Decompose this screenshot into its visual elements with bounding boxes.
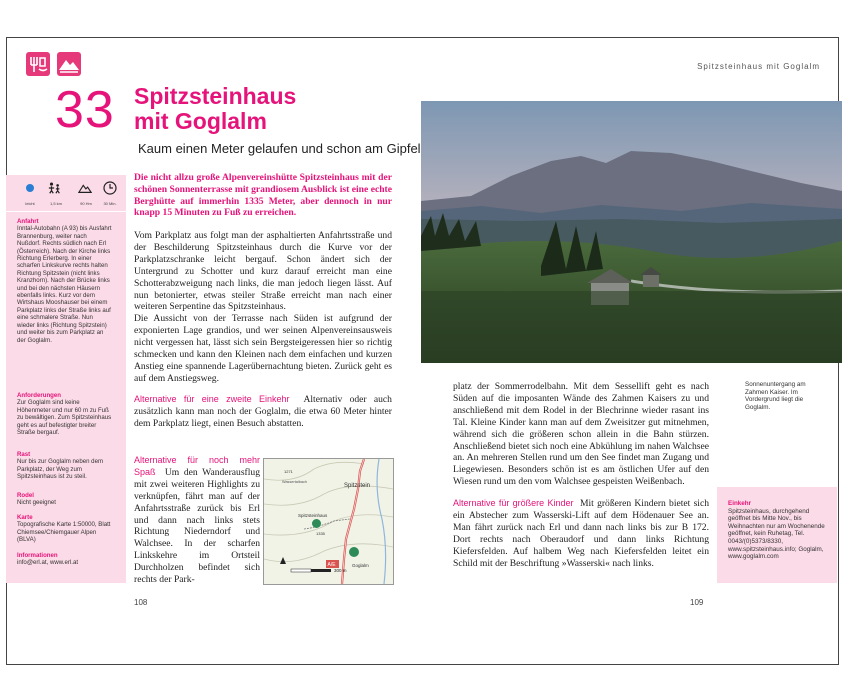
- body-column-left: [134, 230, 392, 430]
- alternative-paragraph: [134, 394, 392, 430]
- info-box-einkehr: [717, 487, 837, 583]
- sidebar-text: Nur bis zur Goglalm neben dem Parkplatz, der Weg zum Spitzsteinhaus ist zu steil.: [17, 458, 104, 481]
- sidebar-section-informationen: [17, 552, 112, 567]
- sidebar-heading: Anfahrt: [17, 218, 39, 225]
- map-label-goglalm: Goglalm: [352, 563, 369, 568]
- elevation-icon: [78, 181, 92, 195]
- landscape-photo: [421, 101, 842, 363]
- alternative-paragraph: [453, 498, 709, 569]
- sidebar-section-karte: [17, 514, 112, 544]
- sidebar-text: Nicht geeignet: [17, 499, 56, 507]
- info-heading: Einkehr: [728, 500, 752, 507]
- info-box-content: [728, 500, 832, 561]
- photo-caption: Sonnenuntergang am Zahmen Kaiser. Im Vordergrund liegt die Goglalm.: [745, 381, 806, 411]
- north-arrow-icon: [280, 557, 286, 564]
- sidebar-section-rast: [17, 451, 112, 481]
- title-line-2: mit Goglalm: [134, 108, 267, 134]
- sidebar-text: Zur Goglalm sind keine Höhenmeter und nur 60 m zu Fuß zu bewältigen. Zum Spitzsteinhaus geht es auf befestigter breiter Straße bergauf.: [17, 399, 112, 437]
- stat-difficulty: leicht: [25, 201, 35, 206]
- food-icon: [26, 52, 50, 76]
- body-column-right: [453, 381, 709, 570]
- sidebar: [6, 175, 126, 583]
- sidebar-text: Topografische Karte 1:50000, Blatt Chiemsee/Chiemgauer Alpen (BLVA): [17, 521, 111, 544]
- alternative-label: Alternative für eine zweite Einkehr: [134, 393, 290, 404]
- stat-duration: 30 Min.: [103, 201, 117, 206]
- subtitle: Kaum einen Meter gelaufen und schon am Gipfel: [138, 141, 421, 156]
- map-scale-label: 300 m: [334, 568, 347, 573]
- page-title: [134, 84, 384, 134]
- alternative-text: Alternativ oder auch zusätzlich kann man noch der Goglalm, die etwa 60 Meter hinter dem Parkplatz liegt, einen Besuch abstatten.: [134, 393, 392, 429]
- alternative-label: Alternative für größere Kinder: [453, 498, 574, 509]
- body-column-left-lower: [134, 455, 260, 586]
- alternative-label: Alternative für noch mehr Spaß: [134, 455, 260, 477]
- sidebar-heading: Anforderungen: [17, 392, 62, 399]
- route-map: [263, 458, 394, 585]
- map-label-spitzstein: Spitzstein: [344, 483, 371, 489]
- sidebar-section-anfahrt: [17, 218, 112, 344]
- page-number-left: 108: [134, 598, 148, 607]
- map-label-elevation-2: 1271: [284, 469, 293, 474]
- sidebar-heading: Rodel: [17, 492, 34, 499]
- difficulty-dot-icon: [23, 181, 37, 195]
- alternative-paragraph: [134, 455, 260, 586]
- body-paragraph: Die Aussicht von der Terrasse nach Süden ist aufgrund der exponierten Lage grandios, und wer seinen Alpenvereinsausweis nicht vergessen hat, lässt sich sein Bergsteigeressen hier so richtig schmecken und kann den Kleinen nach dem einfachen und kurzen Anstieg eine spannende Lagerübernachtung bieten. Zurück geht es auf dem Anstiegsweg.: [134, 313, 392, 384]
- page-number-right: 109: [690, 598, 704, 607]
- alternative-text: Um den Wanderausflug mit zwei weiteren Highlights zu verknüpfen, fährt man auf der Anfahrtsstraße zurück bis Erl und dann nach links stets Richtung Niederndorf und Walchsee. In der scharfen Linkskehre im Ortsteil Durchholzen befindet sich rechts der Park-: [134, 466, 261, 586]
- body-paragraph: Vom Parkplatz aus folgt man der asphaltierten Anfahrtsstraße und der Beschilderung Spitzsteinhaus durch die Kurve vor der Parkplatzschranke leicht bergauf. Schon ändert sich der Untergrund zu Schotter und kurz darauf erreicht man eine Schotterabzweigung nach links, die man jedoch liegen lässt. Auf nun betonierter, etwas steiler Straße erreicht man nach einer weiteren Serpentine das Spitzsteinhaus.: [134, 230, 392, 313]
- sidebar-section-anforderungen: [17, 392, 112, 436]
- title-line-1: Spitzsteinhaus: [134, 83, 297, 109]
- stats-row: [6, 175, 126, 209]
- sidebar-heading: Informationen: [17, 552, 58, 559]
- stat-distance: 1,5 km: [49, 201, 62, 206]
- family-icon: [48, 181, 62, 195]
- sidebar-text: info@erl.at, www.erl.at: [17, 559, 79, 567]
- map-label-wassertal: Wassertalbach: [282, 480, 307, 484]
- map-label-start: A/E: [327, 562, 336, 568]
- sidebar-section-rodel: [17, 492, 112, 507]
- sidebar-heading: Karte: [17, 514, 33, 521]
- sidebar-text: Inntal-Autobahn (A 93) bis Ausfahrt Brannenburg, weiter nach Nußdorf. Rechts südlich nach Erl (Österreich). Nach der Kirche links Richtung Erlerberg. In einer scharfen Linkskurve rechts halten Richtung Spitzstein (nicht links Kranzhorn). Nach der Brücke links und bei den nächsten Häusern ebenfalls links. Kurz vor dem Wirtshaus Mooshauser bei einem Parkplatz links der Straße links auf eine schmalere Straße. Nun wieder links (Richtung Spitzstein) und weiter bis zum Parkplatz an der Goglalm.: [17, 225, 112, 344]
- info-text: Spitzsteinhaus, durchgehend geöffnet bis Mitte Nov., bis Weihnachten nur am Wochenende geöffnet, kein Ruhetag, Tel. 0043/(0)5373/8330, www.spitzsteinhaus.info; Goglalm, www.goglalm.com: [728, 507, 825, 561]
- sidebar-heading: Rast: [17, 451, 31, 458]
- map-label-elevation: 1335: [316, 531, 325, 536]
- tour-number: 33: [55, 81, 115, 139]
- map-label-spitzsteinhaus: Spitzsteinhaus: [298, 513, 328, 518]
- running-head: Spitzsteinhaus mit Goglalm: [697, 62, 820, 71]
- mountain-icon: [57, 52, 81, 76]
- intro-paragraph: Die nicht allzu große Alpenvereinshütte Spitzsteinhaus mit der schönen Sonnenterrasse mit grandiosem Ausblick ist eine echte Berghütte auf immerhin 1335 Meter, aber dennoch in nur knapp 15 Minuten zu Fuß zu erreichen.: [134, 172, 392, 219]
- clock-icon: [103, 181, 117, 195]
- alternative-text: Mit größeren Kindern bietet sich ein Abstecher zum Wasserski-Lift auf dem Hödenauer See an. Man fährt zurück nach Erl und dann nach links bis zur B 172. Dort rechts nach Oberaudorf und dann links Richtung Kiefersfelden. Auf halbem Weg nach Kiefersfelden leitet ein Schild mit der Beschriftung »Wasserski« nach links.: [453, 498, 710, 569]
- body-paragraph: platz der Sommerrodelbahn. Mit dem Sessellift geht es nach Süden auf die imposanten Wände des Zahmen Kaisers zu und anschließend mit dem Rodel in der Blechrinne wieder rasant ins Tal. Kleine Kinder kann man auf dem Zweisitzer gut mitnehmen, während sich die größeren schon allein in die Bahn stürzen. Anschließend bietet sich noch eine Abkühlung im nahen Walchsee an. An mehreren Stellen rund um den See findet man Zugang und Liegewiesen. Besonders schön ist es am östlichen Ufer auf den Wiesen rund um den vom Walchsee gespeisten Weißenbach.: [453, 381, 709, 488]
- stat-elevation: 90 Hm: [80, 201, 92, 206]
